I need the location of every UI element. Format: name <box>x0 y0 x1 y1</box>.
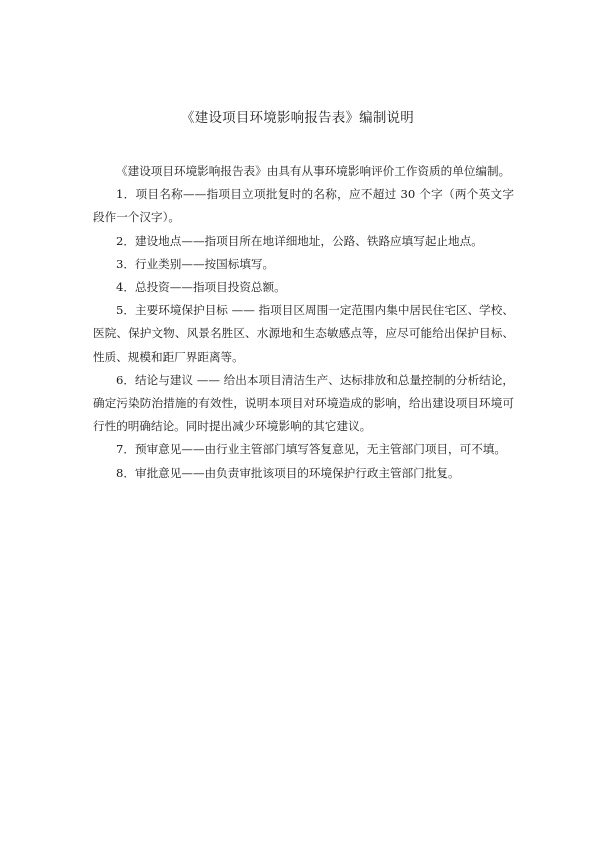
paragraph-protection-targets: 5．主要环境保护目标 —— 指项目区周围一定范围内集中居民住宅区、学校、医院、保护文物、风景名胜区、水源地和生态敏感点等，应尽可能给出保护目标、性质、规模和距厂界距离等。 <box>93 303 514 364</box>
paragraph-industry-category: 3．行业类别——按国标填写。 <box>116 256 275 271</box>
paragraph-preliminary-review: 7．预审意见——由行业主管部门填写答复意见，无主管部门项目，可不填。 <box>116 442 506 457</box>
paragraph-project-name: 1．项目名称——指项目立项批复时的名称，应不超过 30 个字（两个英文字段作一个汉字）。 <box>93 187 514 225</box>
paragraph-total-investment: 4．总投资——指项目投资总额。 <box>116 280 286 295</box>
paragraph-intro: 《建设项目环境影响报告表》由具有从事环境影响评价工作资质的单位编制。 <box>116 164 511 178</box>
paragraph-approval: 8．审批意见——由负责审批该项目的环境保护行政主管部门批复。 <box>116 465 460 480</box>
paragraph-construction-site: 2．建设地点——指项目所在地详细地址，公路、铁路应填写起止地点。 <box>116 233 483 248</box>
paragraph-conclusion: 6．结论与建议 —— 给出本项目清洁生产、达标排放和总量控制的分析结论，确定污染防治措施的有效性，说明本项目对环境造成的影响，给出建设项目环境可行性的明确结论。同时提出减少环境影响的其它建议。 <box>93 372 514 434</box>
document-title: 《建设项目环境影响报告表》编制说明 <box>181 110 414 126</box>
document-body <box>93 160 514 485</box>
